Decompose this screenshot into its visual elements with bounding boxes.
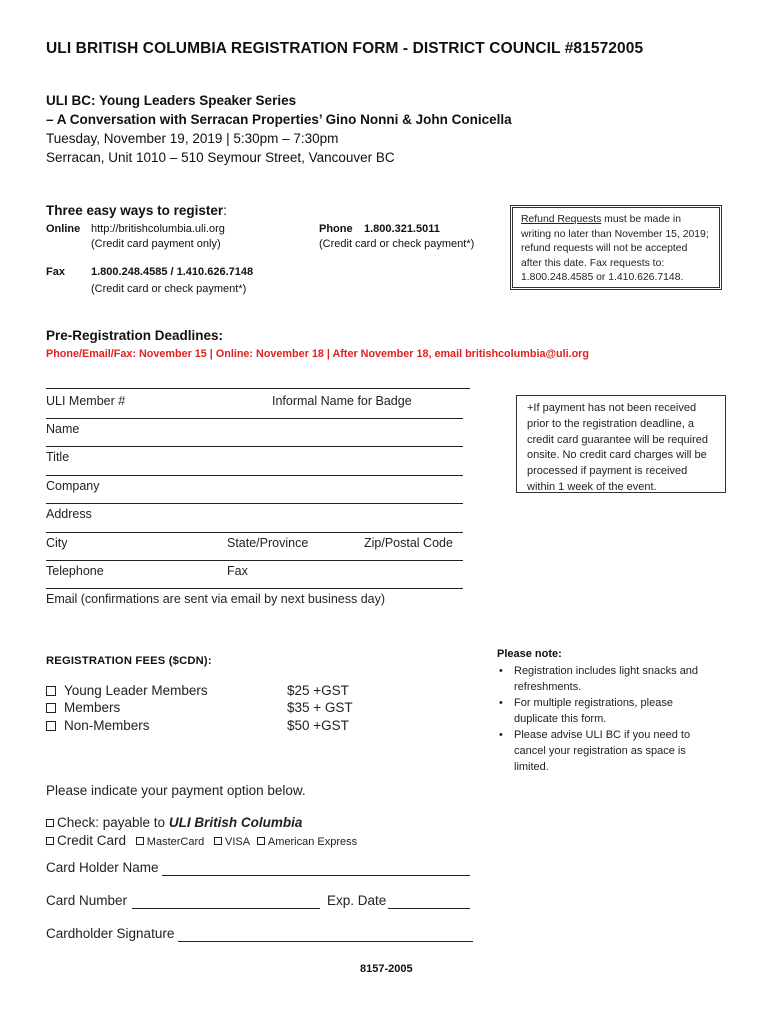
- fee-checkbox-young-leader[interactable]: [46, 686, 56, 696]
- fax-number: 1.800.248.4585 / 1.410.626.7148: [91, 266, 254, 278]
- city-label: City: [46, 536, 68, 550]
- fee-members[interactable]: Members: [46, 700, 120, 715]
- check-payee: ULI British Columbia: [168, 815, 303, 830]
- fee-young-leader[interactable]: Young Leader Members: [46, 683, 208, 698]
- deadlines-heading: Pre-Registration Deadlines:: [46, 328, 224, 343]
- refund-policy-box: [510, 205, 722, 290]
- fax-label: Fax: [46, 266, 65, 278]
- email-label: Email (confirmations are sent via email by next business day): [46, 592, 386, 606]
- mastercard-checkbox[interactable]: [136, 837, 144, 845]
- fee-price-non-members: $50 +GST: [287, 718, 349, 733]
- title-label: Title: [46, 450, 70, 464]
- payment-credit-card-option[interactable]: Credit Card MasterCard VISA American Express: [46, 833, 357, 848]
- event-date: Tuesday, November 19, 2019 | 5:30pm – 7:30pm: [46, 131, 339, 146]
- footer-code: 8157-2005: [360, 963, 413, 975]
- bullet-icon: •: [499, 665, 503, 677]
- card-number-label: Card Number: [46, 893, 128, 908]
- notes-list: [497, 663, 712, 775]
- amex-checkbox[interactable]: [257, 837, 265, 845]
- state-label: State/Province: [227, 536, 309, 550]
- zip-label: Zip/Postal Code: [364, 536, 453, 550]
- deadlines-line: Phone/Email/Fax: November 15 | Online: November 18 | After November 18, email britishcolumbia@uli.org: [46, 348, 589, 360]
- event-subtitle: – A Conversation with Serracan Properties’ Gino Nonni & John Conicella: [46, 112, 512, 127]
- title-line[interactable]: [46, 446, 463, 447]
- email-line[interactable]: [46, 588, 463, 589]
- signature-line[interactable]: [178, 941, 473, 942]
- fees-heading: REGISTRATION FEES ($CDN):: [46, 655, 212, 667]
- visa-option[interactable]: VISA: [214, 836, 250, 848]
- telephone-line[interactable]: [46, 560, 463, 561]
- bullet-icon: •: [499, 729, 503, 741]
- online-label: Online: [46, 223, 81, 235]
- fee-checkbox-non-members[interactable]: [46, 721, 56, 731]
- online-url[interactable]: http://britishcolumbia.uli.org: [91, 223, 225, 235]
- note-item: • For multiple registrations, please duplicate this form.: [499, 697, 673, 725]
- phone-label: Phone: [319, 223, 353, 235]
- exp-date-label: Exp. Date: [327, 893, 387, 908]
- telephone-label: Telephone: [46, 564, 104, 578]
- company-line[interactable]: [46, 475, 463, 476]
- notes-heading: Please note:: [497, 648, 562, 660]
- amex-option[interactable]: American Express: [257, 836, 357, 848]
- credit-card-checkbox[interactable]: [46, 837, 54, 845]
- mastercard-option[interactable]: MasterCard: [136, 836, 204, 848]
- event-series: ULI BC: Young Leaders Speaker Series: [46, 93, 297, 108]
- badge-label: Informal Name for Badge: [272, 394, 412, 408]
- refund-policy-text: must be made in writing no later than November 15, 2019; refund requests will not be accepted after this date. Fax requests to: 1.800.248.4585 or 1.410.626.7148.: [521, 214, 709, 283]
- fee-price-members: $35 + GST: [287, 700, 353, 715]
- fee-checkbox-members[interactable]: [46, 703, 56, 713]
- address-label: Address: [46, 507, 92, 521]
- note-item: • Please advise ULI BC if you need to cancel your registration as space is limited.: [499, 729, 691, 773]
- fee-price-young-leader: $25 +GST: [287, 683, 349, 698]
- card-number-line[interactable]: [132, 908, 320, 909]
- register-heading: Three easy ways to register:: [46, 203, 227, 218]
- signature-label: Cardholder Signature: [46, 926, 175, 941]
- member-label: ULI Member #: [46, 394, 126, 408]
- member-line[interactable]: [46, 388, 470, 389]
- company-label: Company: [46, 479, 100, 493]
- address-line[interactable]: [46, 503, 463, 504]
- fee-non-members[interactable]: Non-Members: [46, 718, 150, 733]
- bullet-icon: •: [499, 697, 503, 709]
- visa-checkbox[interactable]: [214, 837, 222, 845]
- form-title: ULI BRITISH COLUMBIA REGISTRATION FORM - DISTRICT COUNCIL #81572005: [46, 40, 644, 57]
- payment-indicate: Please indicate your payment option below.: [46, 783, 306, 798]
- city-line[interactable]: [46, 532, 463, 533]
- fax-note: (Credit card or check payment*): [91, 283, 247, 295]
- refund-requests-link: Refund Requests: [521, 214, 602, 225]
- note-item: • Registration includes light snacks and refreshments.: [499, 665, 699, 693]
- name-line[interactable]: [46, 418, 463, 419]
- fax-field-label: Fax: [227, 564, 248, 578]
- phone-number: 1.800.321.5011: [364, 223, 440, 235]
- card-holder-line[interactable]: [162, 875, 470, 876]
- check-checkbox[interactable]: [46, 819, 54, 827]
- payment-check-option[interactable]: Check: payable to ULI British Columbia: [46, 815, 302, 830]
- event-location: Serracan, Unit 1010 – 510 Seymour Street, Vancouver BC: [46, 150, 395, 165]
- payment-notice-box: +If payment has not been received prior to the registration deadline, a credit card guarantee will be required onsite. No credit card charges will be processed if payment is received within 1 week of the event.: [516, 395, 726, 493]
- phone-note: (Credit card or check payment*): [319, 238, 475, 250]
- exp-date-line[interactable]: [388, 908, 470, 909]
- name-label: Name: [46, 422, 80, 436]
- online-note: (Credit card payment only): [91, 238, 221, 250]
- card-holder-label: Card Holder Name: [46, 860, 159, 875]
